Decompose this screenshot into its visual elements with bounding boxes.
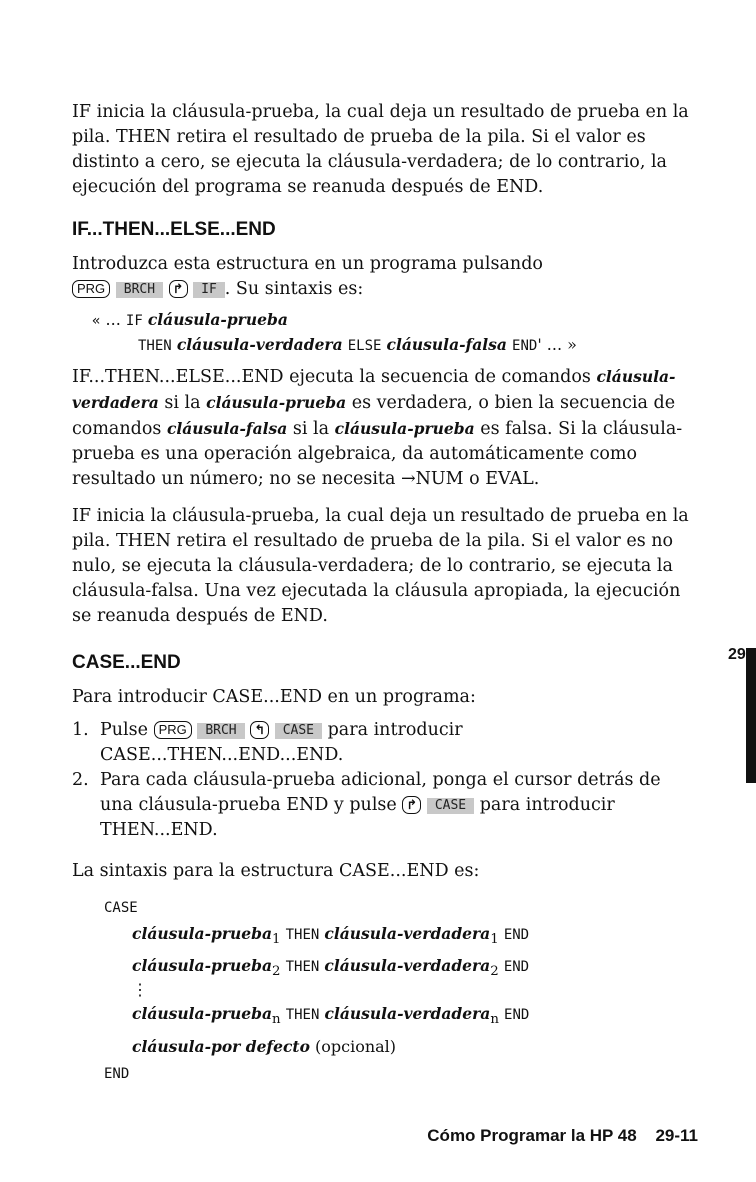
entry-instruction: Introduzca esta estructura en un programa pulsando PRG BRCH ↱ IF . Su sintaxis es: (72, 254, 543, 299)
case-syntax-block: CASE cláusula-prueba$_1$ THEN cláusula-verdadera$_1$ END cláusula-prueba$_2$ THEN cláusula-verdadera$_2$ END ⋮ cláusula-prueba$_n$ THEN cláusula-verdadera$_n$ END cláusula-por defecto (opcional) END (104, 900, 530, 1082)
list-item: 2. Para cada cláusula-prueba adicional, ponga el cursor detrás de una cláusula-prueba END y pulse ↱ CASE para introducir THEN...END. (72, 770, 661, 840)
case-lead: Para introducir CASE...END en un programa: (72, 687, 476, 707)
case-steps (72, 718, 697, 843)
intro-paragraph: IF inicia la cláusula-prueba, la cual deja un resultado de prueba en la pila. THEN retira el resultado de prueba de la pila. Si el valor es distinto a cero, se ejecuta la cláusula-verdadera; de lo contrario, la ejecución del programa se reanuda después de END. (72, 102, 689, 197)
page-number: 29-11 (655, 1126, 698, 1145)
if-syntax-block: « ... IF cláusula-prueba THEN cláusula-verdadera ELSE cláusula-falsa END' ... » (92, 310, 577, 354)
if-softkey: IF (193, 282, 225, 298)
brch-softkey: BRCH (197, 723, 244, 739)
heading-case-end: CASE...END (72, 652, 181, 673)
right-shift-key-icon: ↱ (402, 796, 421, 814)
page-footer (427, 1126, 698, 1146)
list-item: 1. Pulse PRG BRCH ↰ CASE para introducir CASE...THEN...END...END. (72, 720, 463, 765)
prg-key: PRG (72, 280, 110, 298)
footer-title: Cómo Programar la HP 48 (427, 1126, 637, 1145)
prg-key: PRG (154, 721, 192, 739)
chapter-tab-bar (746, 648, 756, 783)
brch-softkey: BRCH (116, 282, 163, 298)
heading-if-then-else: IF...THEN...ELSE...END (72, 219, 276, 240)
left-shift-key-icon: ↰ (250, 721, 269, 739)
chapter-tab-number: 29 (728, 646, 746, 663)
right-shift-key-icon: ↱ (169, 280, 188, 298)
case-softkey: CASE (275, 723, 322, 739)
case-syntax-lead: La sintaxis para la estructura CASE...END es: (72, 861, 480, 881)
if-then-else-description: IF...THEN...ELSE...END ejecuta la secuencia de comandos cláusula-verdadera si la cláusula-prueba es verdadera, o bien la secuencia de comandos cláusula-falsa si la cláusula-prueba es falsa. Si la cláusula-prueba es una operación algebraica, da automáticamente como resultado un número; no se necesita →NUM o EVAL. (72, 367, 683, 489)
case-softkey: CASE (427, 798, 474, 814)
page-body (72, 100, 697, 1087)
if-then-else-execution: IF inicia la cláusula-prueba, la cual deja un resultado de prueba en la pila. THEN retira el resultado de prueba de la pila. Si el valor es no nulo, se ejecuta la cláusula-verdadera; de lo contrario, se ejecuta la cláusula-falsa. Una vez ejecutada la cláusula apropiada, la ejecución se reanuda después de END. (72, 506, 689, 626)
